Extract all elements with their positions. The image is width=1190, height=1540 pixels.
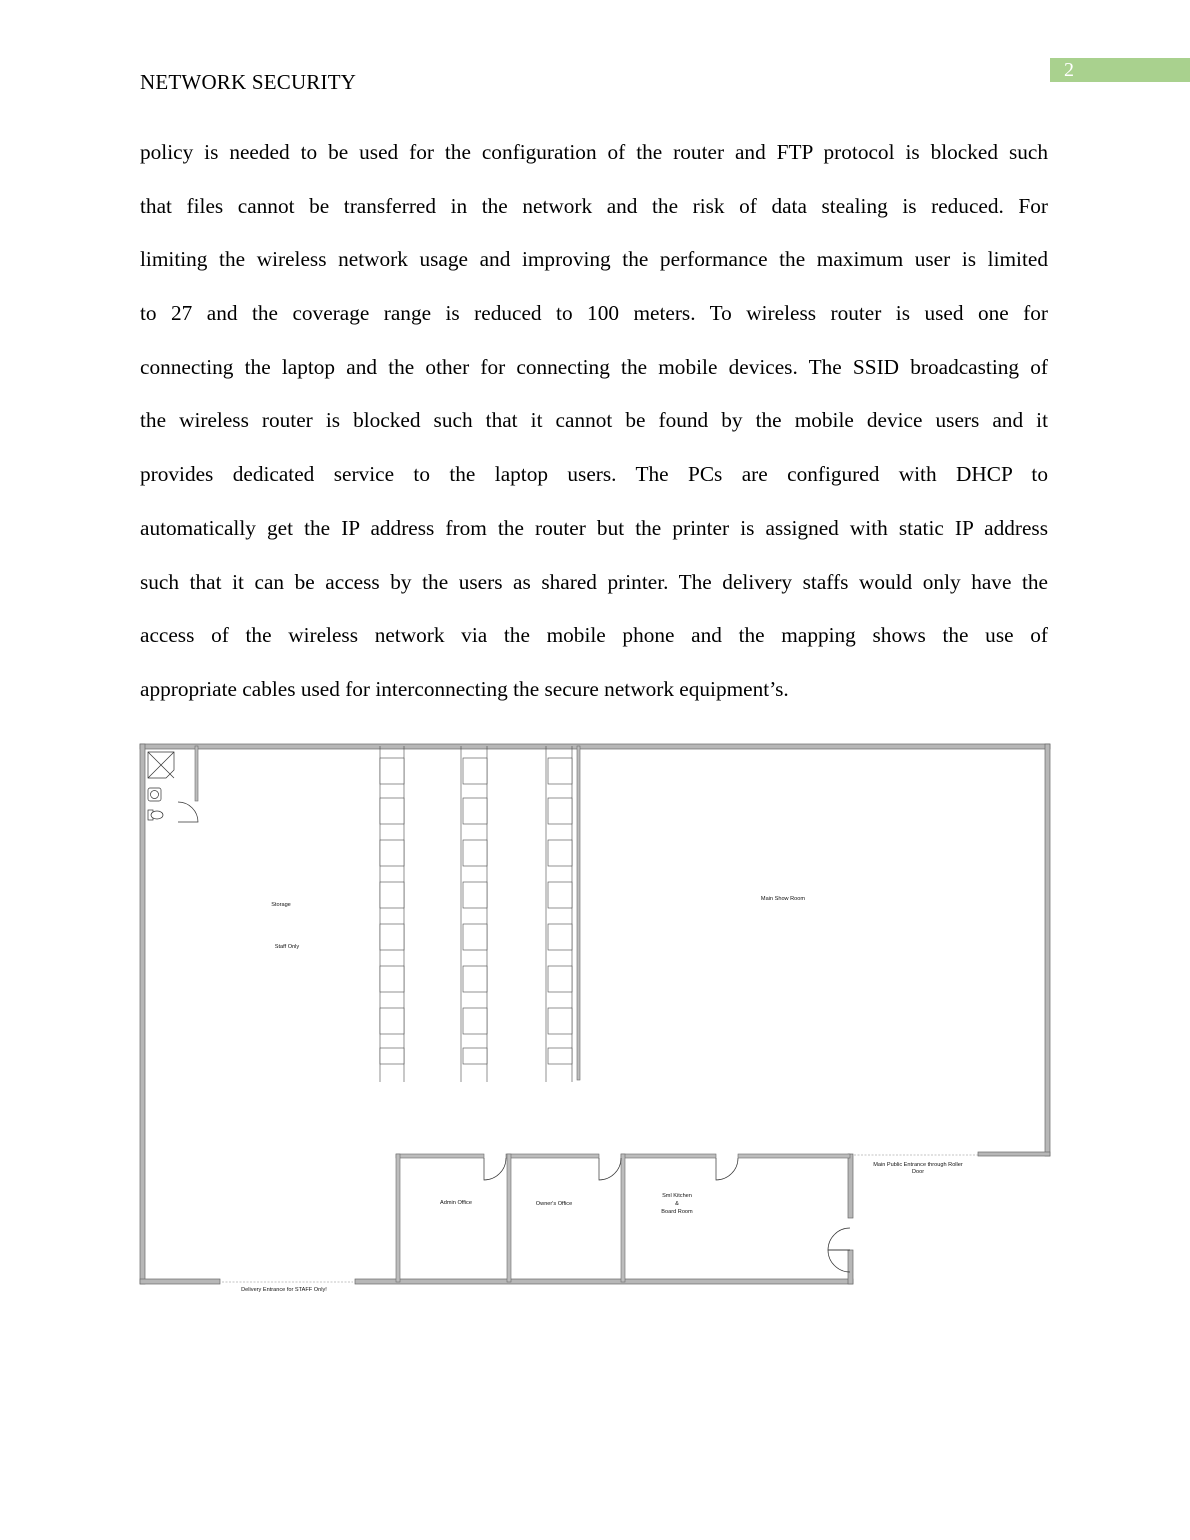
label-storage: Storage [271,902,291,908]
label-public-entrance-line-2: Door [911,1169,925,1175]
body-paragraph [140,126,1048,717]
outer-walls [140,744,1050,1284]
page-number: 2 [1064,59,1074,81]
door-swings [178,802,850,1272]
storage-shelving [380,746,572,1082]
label-kitchen-line-2: & [675,1201,679,1207]
paragraph-line: that files cannot be transferred in the network and the risk of data stealing is reduced. For [140,193,1048,218]
shelf-column-3 [548,758,572,1064]
entrance-markers [222,1155,978,1282]
label-delivery-entrance: Delivery Entrance for STAFF Only! [241,1287,327,1293]
paragraph-line: limiting the wireless network usage and improving the performance the maximum user is limited [140,247,1048,272]
restroom-fixtures [148,752,174,820]
paragraph-line: access of the wireless network via the mobile phone and the mapping shows the use of [140,623,1048,648]
label-admin-office: Admin Office [440,1200,472,1206]
paragraph-line: appropriate cables used for interconnecting the secure network equipment’s. [140,676,789,701]
running-head: NETWORK SECURITY [140,70,357,94]
shelf-column-2 [463,758,487,1064]
label-public-entrance-line-1: Main Public Entrance through Roller [873,1162,963,1168]
room-labels [241,896,963,1293]
paragraph-line: to 27 and the coverage range is reduced to 100 meters. To wireless router is used one for [140,301,1048,326]
shelf-column-1 [380,758,404,1064]
paragraph-line: provides dedicated service to the laptop users. The PCs are configured with DHCP to [140,462,1048,487]
label-kitchen-line-1: Sml Kitchen [662,1193,692,1199]
label-main-show-room: Main Show Room [760,896,806,902]
label-kitchen-line-3: Board Room [661,1209,693,1215]
paragraph-line: connecting the laptop and the other for connecting the mobile devices. The SSID broadcasting of [140,354,1048,379]
paragraph-line: the wireless router is blocked such that it cannot be found by the mobile device users and it [140,408,1048,433]
label-staff-only: Staff Only [274,944,300,950]
label-owners-office: Owner's Office [535,1201,573,1207]
paragraph-line: automatically get the IP address from the router but the printer is assigned with static IP address [140,515,1048,540]
paragraph-line: policy is needed to be used for the configuration of the router and FTP protocol is blocked such [140,140,1048,164]
interior-walls [195,746,850,1282]
paragraph-line: such that it can be access by the users as shared printer. The delivery staffs would only have the [140,569,1048,594]
floor-plan [138,742,1052,1296]
